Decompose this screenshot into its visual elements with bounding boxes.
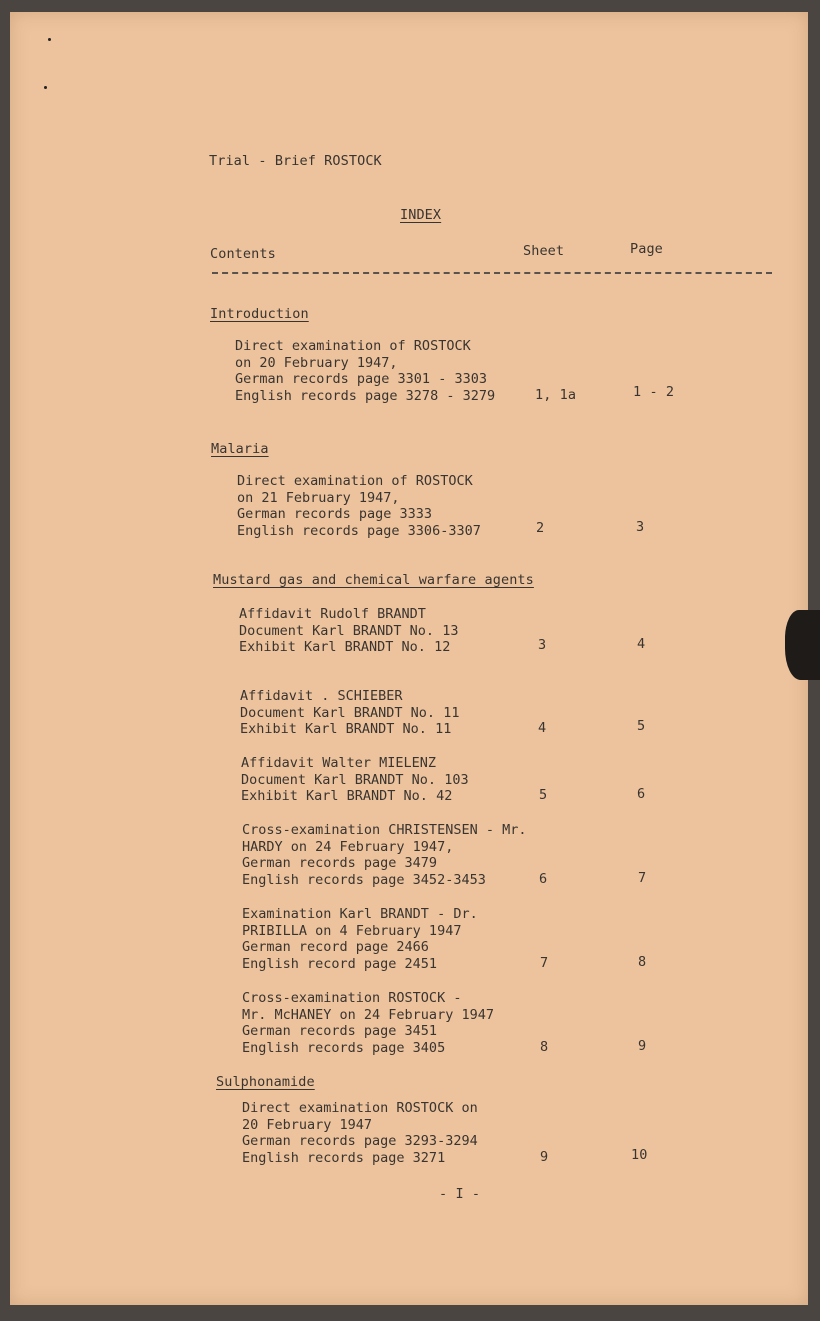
torn-edge — [785, 610, 820, 680]
index-entry — [242, 822, 526, 888]
page-number: 4 — [637, 636, 646, 652]
sheet-number: 6 — [539, 871, 548, 887]
entry-line: Document Karl BRANDT No. 11 — [240, 704, 460, 721]
entry-line: German record page 2466 — [242, 939, 429, 955]
sheet-number: 7 — [540, 955, 549, 971]
index-entry — [242, 990, 494, 1056]
entry-line: English records page 3271 — [242, 1149, 446, 1166]
entry-line: on 20 February 1947, — [235, 354, 398, 371]
entry-line: Direct examination of ROSTOCK — [237, 473, 473, 489]
index-entry — [242, 906, 478, 972]
entry-line: German records page 3451 — [242, 1023, 438, 1039]
column-header-contents: Contents — [210, 246, 276, 262]
entry-line: Examination Karl BRANDT - Dr. — [242, 906, 478, 922]
speck — [44, 86, 47, 89]
page-number: 6 — [637, 786, 646, 802]
page-number: 10 — [631, 1147, 648, 1163]
entry-line: Affidavit . SCHIEBER — [240, 688, 403, 704]
entry-line: Exhibit Karl BRANDT No. 42 — [241, 788, 453, 804]
index-entry — [235, 338, 495, 404]
entry-line: English record page 2451 — [242, 955, 438, 972]
sheet-number: 8 — [540, 1039, 549, 1055]
entry-line: English records page 3452-3453 — [242, 871, 486, 888]
sheet-number: 4 — [538, 720, 547, 736]
sheet-number: 2 — [536, 520, 545, 536]
section-heading-mustard-gas: Mustard gas and chemical warfare agents — [213, 572, 534, 588]
section-heading-malaria: Malaria — [211, 441, 269, 457]
document-title: Trial - Brief ROSTOCK — [209, 153, 382, 169]
column-header-page: Page — [630, 241, 663, 257]
dashed-divider — [212, 272, 772, 274]
entry-line: Exhibit Karl BRANDT No. 12 — [239, 639, 451, 655]
entry-line: Affidavit Walter MIELENZ — [241, 755, 437, 771]
sheet-number: 1, 1a — [535, 387, 577, 403]
entry-line: Direct examination of ROSTOCK — [235, 338, 471, 354]
entry-line: on 21 February 1947, — [237, 489, 400, 506]
entry-line: Cross-examination CHRISTENSEN - Mr. — [242, 822, 527, 838]
speck — [48, 38, 51, 41]
section-heading-sulphonamide: Sulphonamide — [216, 1074, 315, 1090]
sheet-number: 9 — [540, 1149, 549, 1165]
entry-line: German records page 3293-3294 — [242, 1133, 478, 1149]
index-entry — [242, 1100, 478, 1166]
entry-line: German records page 3333 — [237, 506, 433, 522]
entry-line: German records page 3301 - 3303 — [235, 371, 487, 387]
index-heading: INDEX — [400, 207, 442, 223]
entry-line: Document Karl BRANDT No. 103 — [241, 771, 469, 788]
page-number: 5 — [637, 718, 646, 734]
entry-line: English records page 3306-3307 — [237, 522, 481, 539]
index-entry — [239, 606, 458, 656]
entry-line: Direct examination ROSTOCK on — [242, 1100, 478, 1116]
entry-line: Document Karl BRANDT No. 13 — [239, 622, 459, 639]
column-header-sheet: Sheet — [523, 243, 565, 259]
page-number: 3 — [636, 519, 645, 535]
entry-line: English records page 3405 — [242, 1039, 446, 1056]
entry-line: 20 February 1947 — [242, 1116, 373, 1133]
section-heading-introduction: Introduction — [210, 306, 309, 322]
entry-line: PRIBILLA on 4 February 1947 — [242, 922, 462, 939]
sheet-number: 3 — [538, 637, 547, 653]
entry-line: Exhibit Karl BRANDT No. 11 — [240, 721, 452, 737]
sheet-number: 5 — [539, 787, 548, 803]
index-entry — [241, 755, 469, 805]
entry-line: Affidavit Rudolf BRANDT — [239, 606, 426, 622]
page-number: 8 — [638, 954, 647, 970]
entry-line: English records page 3278 - 3279 — [235, 387, 496, 404]
page-number: 9 — [638, 1038, 647, 1054]
entry-line: HARDY on 24 February 1947, — [242, 838, 454, 855]
entry-line: Mr. McHANEY on 24 February 1947 — [242, 1006, 494, 1023]
index-entry — [240, 688, 459, 738]
page-number: 1 - 2 — [633, 384, 675, 400]
entry-line: Cross-examination ROSTOCK - — [242, 990, 462, 1006]
index-entry — [237, 473, 481, 539]
entry-line: German records page 3479 — [242, 855, 438, 871]
footer-page-number: - I - — [439, 1186, 481, 1202]
page-number: 7 — [638, 870, 647, 886]
